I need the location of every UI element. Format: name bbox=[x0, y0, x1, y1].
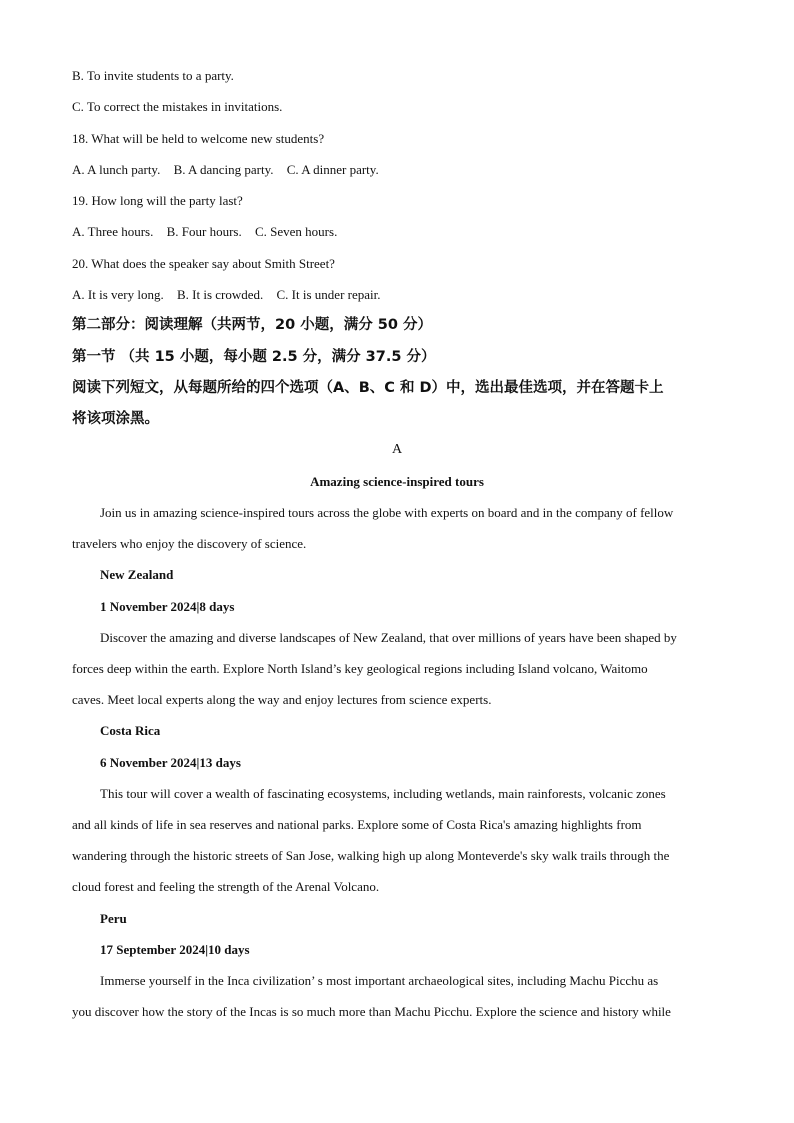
intro-line-1: Join us in amazing science-inspired tours across the globe with experts on board and in the company of fellow bbox=[100, 505, 674, 520]
q20-option-a: A. It is very long. bbox=[72, 287, 164, 302]
section1-heading: 第一节 （共 15 小题，每小题 2.5 分，满分 37.5 分） bbox=[72, 349, 436, 365]
tour-date: 6 November 2024|13 days bbox=[100, 755, 241, 770]
intro-line-2: travelers who enjoy the discovery of science. bbox=[72, 536, 307, 551]
instruction-line-1: 阅读下列短文，从每题所给的四个选项（A、B、C 和 D）中，选出最佳选项，并在答题卡上 bbox=[72, 380, 664, 396]
q20-option-c: C. It is under repair. bbox=[276, 287, 381, 302]
passage-letter: A bbox=[391, 442, 403, 457]
tour-description-line: cloud forest and feeling the strength of the Arenal Volcano. bbox=[72, 879, 380, 894]
tour-name: Peru bbox=[100, 911, 127, 926]
tour-description-line: and all kinds of life in sea reserves and national parks. Explore some of Costa Rica's amazing highlights from bbox=[72, 817, 642, 832]
part2-heading: 第二部分：阅读理解（共两节，20 小题，满分 50 分） bbox=[72, 317, 432, 333]
tour-description-line: wandering through the historic streets of San Jose, walking high up along Monteverde's sky walk trails through the bbox=[72, 848, 670, 863]
tour-name: Costa Rica bbox=[100, 723, 161, 738]
tour-description-line: Immerse yourself in the Inca civilization’ s most important archaeological sites, including Machu Picchu as bbox=[100, 973, 659, 988]
tour-description-line: caves. Meet local experts along the way and enjoy lectures from science experts. bbox=[72, 692, 492, 707]
q18-option-c: C. A dinner party. bbox=[286, 162, 379, 177]
q20-option-b: B. It is crowded. bbox=[176, 287, 264, 302]
tour-description-line: you discover how the story of the Incas is so much more than Machu Picchu. Explore the science and history while bbox=[72, 1004, 671, 1019]
tour-date: 17 September 2024|10 days bbox=[100, 942, 250, 957]
tour-description-line: This tour will cover a wealth of fascinating ecosystems, including wetlands, main rainforests, volcanic zones bbox=[100, 786, 666, 801]
passage-title: Amazing science-inspired tours bbox=[310, 474, 484, 489]
q19-option-a: A. Three hours. bbox=[72, 224, 154, 239]
tour-description-line: Discover the amazing and diverse landscapes of New Zealand, that over millions of years have been shaped by bbox=[100, 630, 677, 645]
q18-option-a: A. A lunch party. bbox=[72, 162, 161, 177]
q17-option-c: C. To correct the mistakes in invitations. bbox=[72, 99, 283, 114]
q20-stem: 20. What does the speaker say about Smith Street? bbox=[72, 256, 335, 271]
tour-description-line: forces deep within the earth. Explore North Island’s key geological regions including Island volcano, Waitomo bbox=[72, 661, 648, 676]
q17-option-b: B. To invite students to a party. bbox=[72, 68, 234, 83]
q20-options bbox=[72, 286, 722, 304]
q18-option-b: B. A dancing party. bbox=[173, 162, 274, 177]
q18-options bbox=[72, 161, 722, 179]
tour-name: New Zealand bbox=[100, 567, 174, 582]
q19-stem: 19. How long will the party last? bbox=[72, 193, 243, 208]
q19-option-b: B. Four hours. bbox=[166, 224, 242, 239]
q19-option-c: C. Seven hours. bbox=[254, 224, 338, 239]
instruction-line-2: 将该项涂黑。 bbox=[72, 411, 159, 427]
tour-date: 1 November 2024|8 days bbox=[100, 599, 235, 614]
q19-options bbox=[72, 223, 722, 241]
q18-stem: 18. What will be held to welcome new students? bbox=[72, 131, 325, 146]
